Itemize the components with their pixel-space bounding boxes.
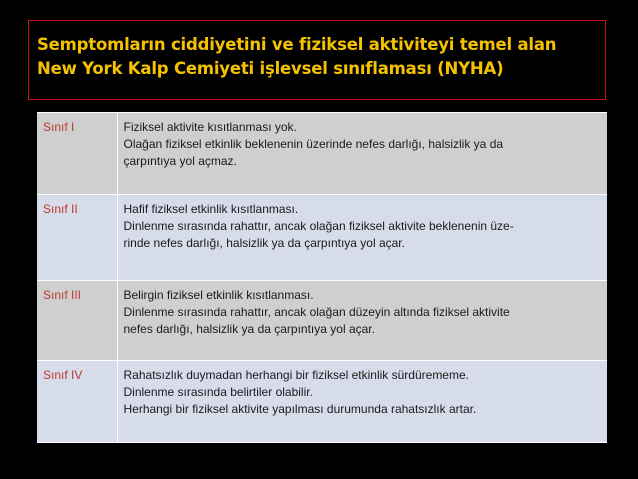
description-line: nefes darlığı, halsizlik ya da çarpıntıya yol açar. [123,322,375,336]
class-description [117,281,607,361]
description-line: Olağan fiziksel etkinlik beklenenin üzerinde nefes darlığı, halsizlik ya da [123,137,504,151]
slide-title-line-2: New York Kalp Cemiyeti işlevsel sınıflaması (NYHA) [37,59,504,78]
description-line: rinde nefes darlığı, halsizlik ya da çarpıntıya yol açar. [123,236,405,250]
class-label: Sınıf IV [37,361,117,443]
description-line: çarpıntıya yol açmaz. [123,154,237,168]
class-description [117,195,607,281]
description-line: Rahatsızlık duymadan herhangi bir fiziksel etkinlik sürdürememe. [123,368,469,382]
description-line: Dinlenme sırasında belirtiler olabilir. [123,385,313,399]
description-line: Herhangi bir fiziksel aktivite yapılması durumunda rahatsızlık artar. [123,402,477,416]
class-label: Sınıf III [37,281,117,361]
description-line: Belirgin fiziksel etkinlik kısıtlanması. [123,288,314,302]
slide-title-box [28,20,606,100]
description-line: Dinlenme sırasında rahattır, ancak olağan düzeyin altında fiziksel aktivite [123,305,510,319]
class-label: Sınıf I [37,113,117,195]
description-line: Dinlenme sırasında rahattır, ancak olağan fiziksel aktivite beklenenin üze- [123,219,514,233]
table-row-class-2 [37,195,607,281]
nyha-classification-table [37,112,607,443]
slide-title-line-1: Semptomların ciddiyetini ve fiziksel aktiviteyi temel alan [37,35,557,54]
description-line: Hafif fiziksel etkinlik kısıtlanması. [123,202,299,216]
class-description [117,361,607,443]
table-row-class-3 [37,281,607,361]
class-description [117,113,607,195]
table-row-class-1 [37,113,607,195]
table-row-class-4 [37,361,607,443]
class-label: Sınıf II [37,195,117,281]
description-line: Fiziksel aktivite kısıtlanması yok. [123,120,297,134]
